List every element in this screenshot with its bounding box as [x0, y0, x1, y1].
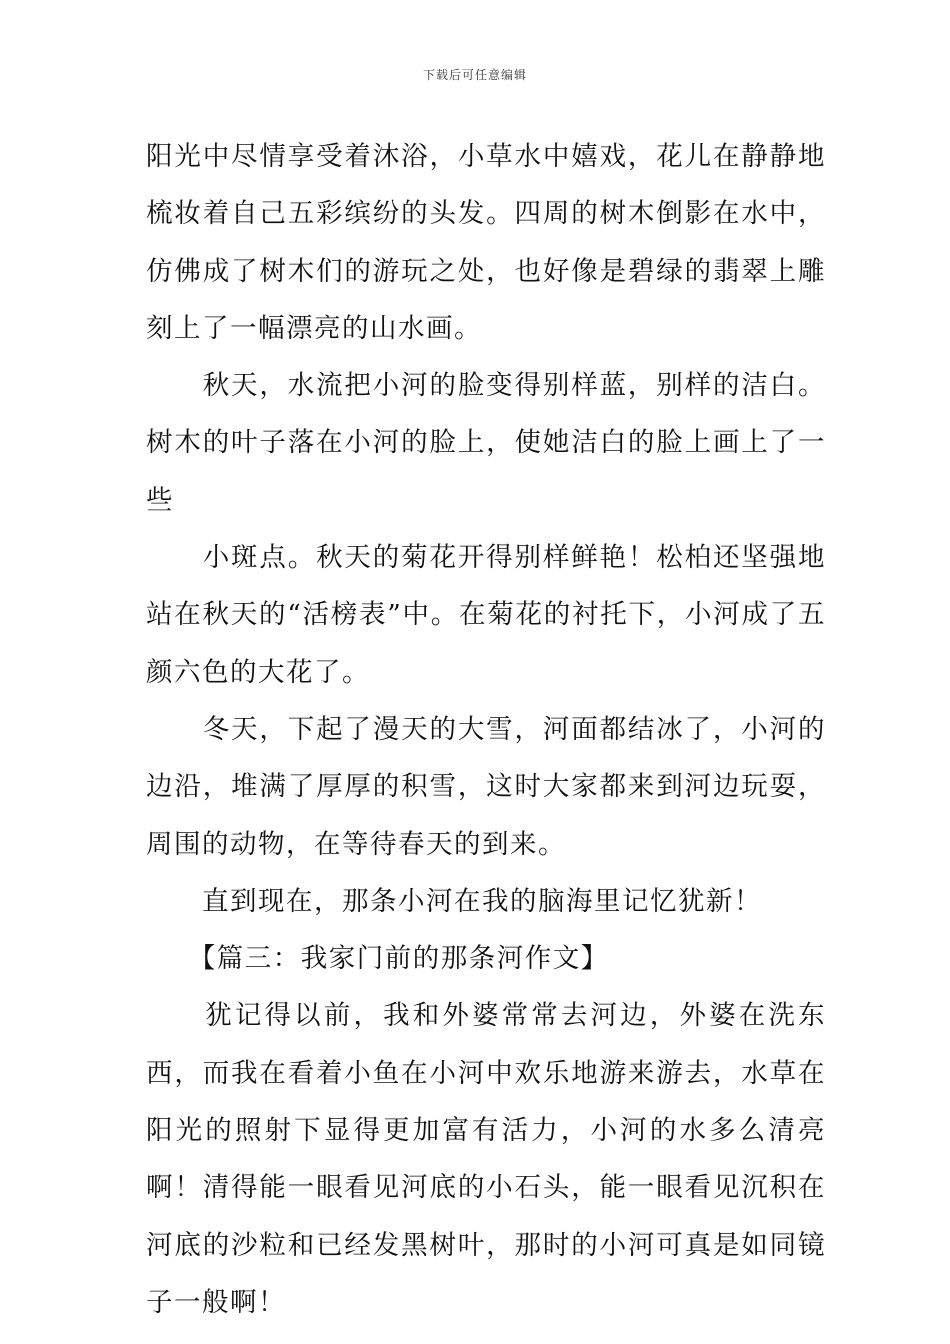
paragraph-autumn: 秋天，水流把小河的脸变得别样蓝，别样的洁白。树木的叶子落在小河的脸上，使她洁白的脸上画上了一些 [146, 370, 826, 516]
paragraph-conclusion: 直到现在，那条小河在我的脑海里记忆犹新！ [146, 885, 762, 917]
paragraph-autumn-continued: 小斑点。秋天的菊花开得别样鲜艳！松柏还坚强地站在秋天的“活榜表”中。在菊花的衬托下，小河成了五颜六色的大花了。 [146, 542, 826, 688]
paragraph-memory: 犹记得以前，我和外婆常常去河边，外婆在洗东西，而我在看着小鱼在小河中欢乐地游来游去，水草在阳光的照射下显得更加富有活力，小河的水多么清亮啊！清得能一眼看见河底的小石头，能一眼看见沉积在河底的沙粒和已经发黑树叶，那时的小河可真是如同镜子一般啊！ [146, 1000, 826, 1318]
page-header-note: 下载后可任意编辑 [422, 68, 527, 82]
document-body [146, 128, 826, 1331]
section-heading: 【篇三：我家门前的那条河作文】 [146, 943, 609, 975]
paragraph-winter: 冬天，下起了漫天的大雪，河面都结冰了，小河的边沿，堆满了厚厚的积雪，这时大家都来到河边玩耍，周围的动物，在等待春天的到来。 [146, 713, 826, 860]
paragraph-summer-end: 阳光中尽情享受着沐浴，小草水中嬉戏，花儿在静静地梳妆着自己五彩缤纷的头发。四周的树木倒影在水中，仿佛成了树木们的游玩之处，也好像是碧绿的翡翠上雕刻上了一幅漂亮的山水画。 [146, 141, 826, 344]
